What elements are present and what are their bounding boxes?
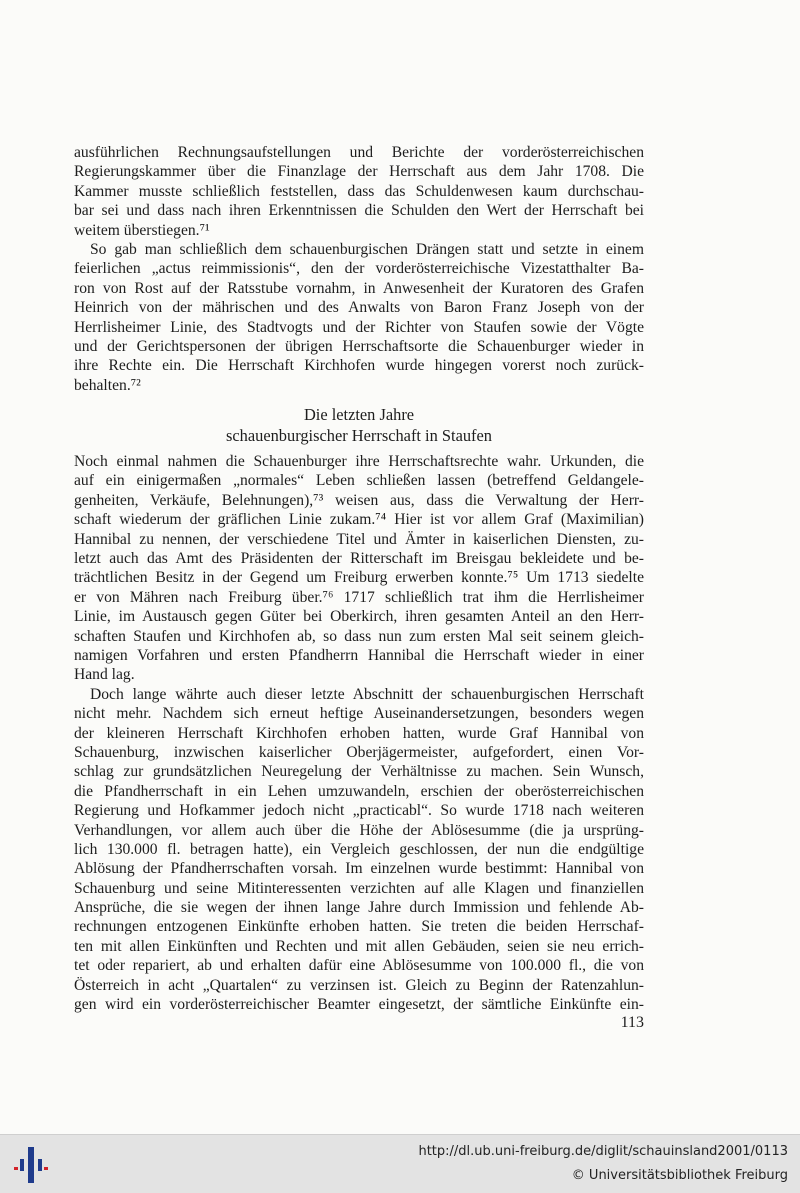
text-line: er von Mähren nach Freiburg über.⁷⁶ 1717 schließlich trat ihm die Herrlisheimer: [74, 588, 644, 606]
text-line: Regierung und Hofkammer jedoch nicht „practicabl“. So wurde 1718 nach weiteren: [74, 802, 644, 820]
text-line: die Pfandherrschaft in ein Lehen umzuwandeln, erschien der oberösterreichischen: [74, 782, 644, 800]
text-line: Verhandlungen, vor allem auch über die Höhe der Ablösesumme (die ja ursprüng-: [74, 821, 644, 839]
text-line: und der Gerichtspersonen der übrigen Herrschaftsorte die Schauenburger wieder in: [74, 337, 644, 355]
heading-line: Die letzten Jahre: [303, 405, 415, 425]
text-line: feierlichen „actus reimmissionis“, den der vorderösterreichische Vizestatthalter Ba-: [74, 260, 644, 278]
text-line: Ansprüche, die sie wegen der ihnen lange Jahre durch Immission und fehlende Ab-: [74, 899, 644, 917]
text-line: Hand lag.: [74, 666, 135, 684]
text-line: der kleineren Herrschaft Kirchhofen erhoben hatten, wurde Graf Hannibal von: [74, 724, 644, 742]
text-line: namigen Vorfahren und ersten Pfandherrn Hannibal die Herrschaft wieder in einer: [74, 646, 644, 664]
text-line: auf ein einigermaßen „normales“ Leben schließen lassen (betreffend Geldangele-: [74, 472, 644, 490]
paragraph-2: [74, 240, 644, 395]
text-line: ten mit allen Einkünften und Rechten und mit allen Gebäuden, seien sie neu errich-: [74, 937, 644, 955]
text-line: rechnungen entzogenen Einkünfte erhoben hatten. Sie treten die beiden Herrschaf-: [74, 918, 644, 936]
text-line: bar sei und dass nach ihren Erkenntnissen die Schulden den Wert der Herrschaft bei: [74, 202, 644, 220]
text-line: Heinrich von der mährischen und des Anwalts von Baron Franz Joseph von der: [74, 299, 644, 317]
text-line: gen wird ein vorderösterreichischer Beamter eingesetzt, der sämtliche Einkünfte ein-: [74, 996, 644, 1014]
copyright-text: © Universitätsbibliothek Freiburg: [571, 1168, 788, 1183]
text-line: Noch einmal nahmen die Schauenburger ihre Herrschaftsrechte wahr. Urkunden, die: [74, 453, 644, 471]
text-line: ron von Rost auf der Ratsstube vornahm, in Anwesenheit der Kuratoren des Grafen: [74, 279, 644, 297]
text-line: schaft wiederum der gräflichen Linie zukam.⁷⁴ Hier ist vor allem Graf (Maximilian): [74, 511, 644, 529]
text-line: letzt auch das Amt des Präsidenten der Ritterschaft im Breisgau bekleidete und be-: [74, 550, 644, 568]
text-line: Kammer musste schließlich feststellen, dass das Schuldenwesen kaum durchschau-: [74, 182, 644, 200]
text-line: Regierungskammer über die Finanzlage der Herrschaft aus dem Jahr 1708. Die: [74, 163, 644, 181]
ub-freiburg-logo-icon: [12, 1145, 52, 1185]
paragraph-3: [74, 452, 644, 685]
paragraph-4: [74, 685, 644, 1015]
text-line: Linie, im Austausch gegen Güter bei Oberkirch, ihren gesamten Anteil an den Herr-: [74, 608, 644, 626]
page-number: 113: [620, 1014, 644, 1031]
source-url-link[interactable]: http://dl.ub.uni-freiburg.de/diglit/schauinsland2001/0113: [418, 1144, 788, 1159]
text-line: trächtlichen Besitz in der Gegend um Freiburg erwerben konnte.⁷⁵ Um 1713 siedelte: [74, 569, 644, 587]
text-line: Herrlisheimer Linie, des Stadtvogts und der Richter von Staufen sowie der Vögte: [74, 318, 644, 336]
text-line: ausführlichen Rechnungsaufstellungen und Berichte der vorderösterreichischen: [74, 144, 644, 161]
text-line: schaften Staufen und Kirchhofen ab, so dass nun zum ersten Mal seit seinem gleich-: [74, 627, 644, 645]
text-line: Doch lange währte auch dieser letzte Abschnitt der schauenburgischen Herrschaft: [90, 685, 644, 703]
text-line: behalten.⁷²: [74, 376, 141, 394]
text-line: weitem überstiegen.⁷¹: [74, 221, 210, 239]
text-line: Österreich in acht „Quartalen“ zu verzinsen ist. Gleich zu Beginn der Ratenzahlun-: [74, 976, 644, 994]
paragraph-1: [74, 143, 644, 240]
section-heading: [74, 404, 644, 446]
text-line: tet oder repariert, ab und erhalten dafür eine Ablösesumme von 100.000 fl., die von: [74, 957, 644, 975]
text-line: Schauenburg, inzwischen kaiserlicher Oberjägermeister, aufgefordert, einen Vor-: [74, 743, 644, 761]
text-line: lich 130.000 fl. betragen hatte), ein Vergleich geschlossen, der nun die endgültige: [74, 840, 644, 858]
text-line: ihre Rechte ein. Die Herrschaft Kirchhofen wurde hingegen vorerst noch zurück-: [74, 357, 644, 375]
text-line: nicht mehr. Nachdem sich erneut heftige Auseinandersetzungen, besonders wegen: [74, 705, 644, 723]
text-line: Ablösung der Pfandherrschaften vorsah. Im einzelnen wurde bestimmt: Hannibal von: [74, 860, 644, 878]
viewer-footer: [0, 1134, 800, 1193]
text-line: schlag zur grundsätzlichen Neuregelung der Verhältnisse zu machen. Sein Wunsch,: [74, 763, 644, 781]
text-line: So gab man schließlich dem schauenburgischen Drängen statt und setzte in einem: [90, 240, 644, 258]
heading-line: schauenburgischer Herrschaft in Staufen: [226, 426, 492, 446]
text-line: Schauenburg und seine Mitinteressenten verzichten auf alle Klagen und finanziellen: [74, 879, 644, 897]
body-text: [74, 143, 644, 1014]
text-line: genheiten, Verkäufe, Belehnungen),⁷³ weisen aus, dass die Verwaltung der Herr-: [74, 491, 644, 509]
text-line: Hannibal zu nennen, der verschiedene Titel und Ämter in kaiserlichen Diensten, zu-: [74, 530, 644, 548]
